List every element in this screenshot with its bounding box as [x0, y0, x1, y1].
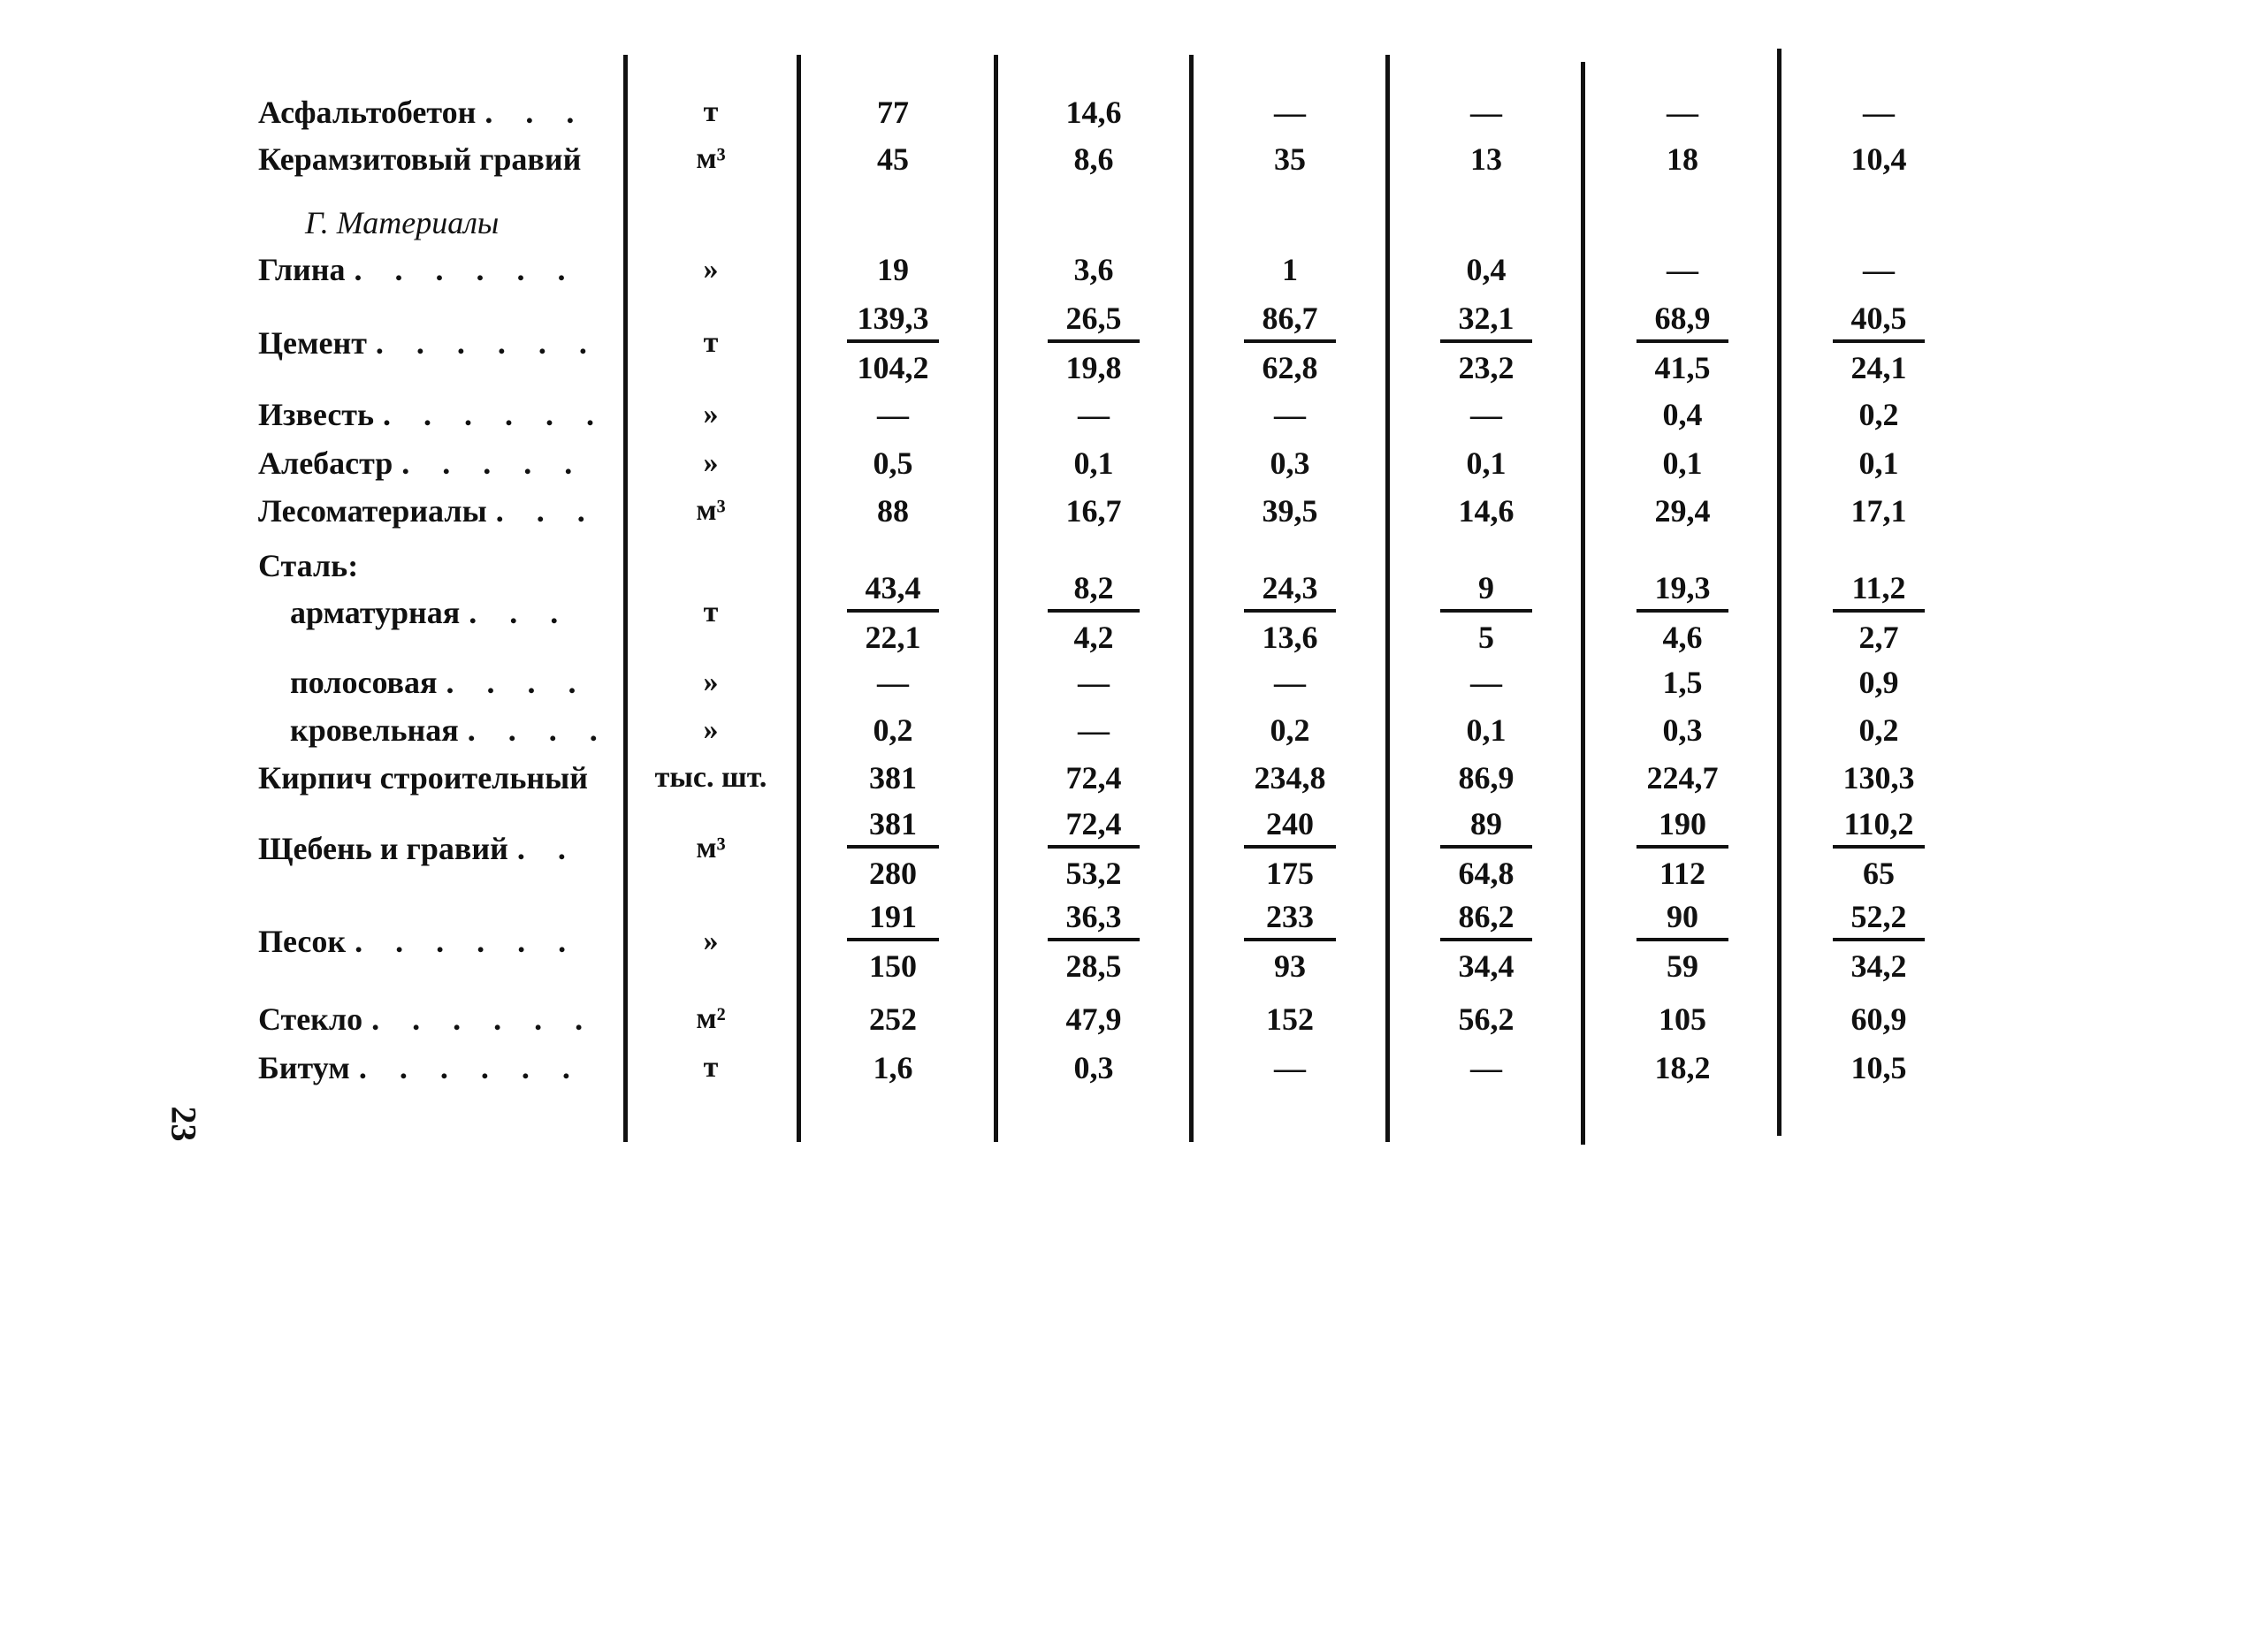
- unit-cell: т: [703, 95, 719, 128]
- row-label: [290, 593, 570, 632]
- value-cell: 0,1: [1073, 445, 1114, 481]
- value-cell: 105: [1659, 1001, 1706, 1037]
- fraction-cell: [809, 897, 977, 986]
- leader-dots: . .: [516, 831, 578, 866]
- value-cell: —: [1274, 1050, 1306, 1085]
- value-cell: 234,8: [1254, 760, 1326, 796]
- unit-cell: »: [703, 398, 719, 430]
- fraction-numerator: 40,5: [1833, 299, 1925, 343]
- column-divider: [994, 55, 998, 1142]
- fraction-numerator: 9: [1440, 568, 1532, 613]
- fraction-denominator: 19,8: [1065, 350, 1122, 385]
- value-cell: —: [1667, 252, 1698, 287]
- fraction-numerator: 110,2: [1833, 804, 1925, 849]
- value-cell: 1: [1282, 252, 1298, 287]
- value-cell: 18,2: [1654, 1050, 1711, 1085]
- unit-cell: »: [703, 446, 719, 479]
- fraction-denominator: 28,5: [1065, 948, 1122, 984]
- fraction-denominator: 175: [1266, 856, 1314, 891]
- value-cell: 1,6: [873, 1050, 913, 1085]
- row-label-text: Щебень и гравий: [258, 831, 508, 866]
- row-label-text: полосовая: [290, 665, 438, 700]
- row-label-text: Битум: [258, 1050, 350, 1085]
- fraction-numerator: 90: [1636, 897, 1728, 941]
- leader-dots: . . . . . .: [355, 924, 579, 959]
- row-label: [290, 711, 610, 750]
- fraction-numerator: 89: [1440, 804, 1532, 849]
- fraction-cell: [1206, 897, 1374, 986]
- value-cell: —: [1078, 397, 1110, 432]
- value-cell: —: [1078, 712, 1110, 748]
- value-cell: 18: [1667, 141, 1698, 177]
- page-number: 23: [164, 1106, 204, 1142]
- unit-cell: »: [703, 666, 719, 698]
- value-cell: 0,4: [1662, 397, 1703, 432]
- fraction-cell: [1010, 568, 1178, 657]
- value-cell: 0,2: [1270, 712, 1310, 748]
- column-divider: [1581, 62, 1585, 1145]
- value-cell: —: [1078, 665, 1110, 700]
- value-cell: 60,9: [1850, 1001, 1907, 1037]
- fraction-denominator: 5: [1478, 620, 1494, 655]
- value-cell: 10,4: [1850, 141, 1907, 177]
- row-label-text: Цемент: [258, 325, 367, 361]
- value-cell: 39,5: [1262, 493, 1318, 529]
- fraction-cell: [1795, 897, 1963, 986]
- value-cell: —: [1470, 665, 1502, 700]
- fraction-cell: [1010, 299, 1178, 387]
- value-cell: 224,7: [1646, 760, 1719, 796]
- row-label-text: кровельная: [290, 712, 459, 748]
- fraction-denominator: 65: [1863, 856, 1895, 891]
- column-divider: [1385, 55, 1390, 1142]
- unit-cell: м³: [696, 832, 726, 864]
- fraction-numerator: 43,4: [847, 568, 939, 613]
- row-label-text: Керамзитовый гравий: [258, 141, 582, 177]
- value-cell: —: [1274, 665, 1306, 700]
- leader-dots: . . . . . .: [375, 325, 599, 361]
- row-label-text: Сталь:: [258, 548, 359, 583]
- row-label: [290, 663, 588, 702]
- value-cell: —: [1470, 397, 1502, 432]
- row-label: [258, 395, 607, 434]
- value-cell: 14,6: [1065, 95, 1122, 130]
- unit-cell: м³: [696, 142, 726, 175]
- leader-dots: . . . .: [467, 712, 610, 748]
- value-cell: 381: [869, 760, 917, 796]
- value-cell: 45: [877, 141, 909, 177]
- value-cell: —: [1863, 252, 1895, 287]
- fraction-numerator: 190: [1636, 804, 1728, 849]
- row-label: [258, 829, 578, 868]
- value-cell: 72,4: [1065, 760, 1122, 796]
- row-label: [258, 546, 358, 585]
- fraction-numerator: 26,5: [1048, 299, 1140, 343]
- row-label: [258, 250, 578, 289]
- leader-dots: . . . . . .: [383, 397, 607, 432]
- unit-cell: тыс. шт.: [654, 761, 767, 794]
- column-divider: [1189, 55, 1194, 1142]
- row-label-text: Известь: [258, 397, 375, 432]
- row-label-text: Лесоматериалы: [258, 493, 487, 529]
- row-label-text: Песок: [258, 924, 347, 959]
- unit-cell: м²: [696, 1002, 726, 1035]
- leader-dots: . . .: [484, 95, 587, 130]
- value-cell: —: [877, 397, 909, 432]
- value-cell: 152: [1266, 1001, 1314, 1037]
- section-heading: Г. Материалы: [305, 205, 500, 240]
- fraction-denominator: 280: [869, 856, 917, 891]
- unit-cell: м³: [696, 494, 726, 527]
- fraction-denominator: 150: [869, 948, 917, 984]
- value-cell: 0,2: [1858, 397, 1899, 432]
- unit-cell: т: [703, 326, 719, 359]
- value-cell: —: [1470, 95, 1502, 130]
- row-label: [258, 324, 599, 362]
- fraction-denominator: 112: [1659, 856, 1705, 891]
- fraction-numerator: 72,4: [1048, 804, 1140, 849]
- leader-dots: . . .: [495, 493, 598, 529]
- fraction-cell: [1598, 804, 1766, 893]
- value-cell: 0,1: [1858, 445, 1899, 481]
- value-cell: —: [1667, 95, 1698, 130]
- fraction-numerator: 68,9: [1636, 299, 1728, 343]
- fraction-denominator: 59: [1667, 948, 1698, 984]
- fraction-cell: [809, 299, 977, 387]
- fraction-numerator: 32,1: [1440, 299, 1532, 343]
- row-label-text: Стекло: [258, 1001, 363, 1037]
- fraction-cell: [1206, 299, 1374, 387]
- value-cell: 0,3: [1073, 1050, 1114, 1085]
- value-cell: 1,5: [1662, 665, 1703, 700]
- row-label: [258, 1048, 583, 1087]
- fraction-denominator: 24,1: [1850, 350, 1907, 385]
- fraction-cell: [1402, 568, 1570, 657]
- fraction-numerator: 52,2: [1833, 897, 1925, 941]
- value-cell: 0,1: [1662, 445, 1703, 481]
- fraction-cell: [1010, 804, 1178, 893]
- value-cell: —: [1863, 95, 1895, 130]
- value-cell: 13: [1470, 141, 1502, 177]
- fraction-numerator: 240: [1244, 804, 1336, 849]
- row-label-text: Алебастр: [258, 445, 393, 481]
- fraction-cell: [1206, 568, 1374, 657]
- value-cell: 19: [877, 252, 909, 287]
- fraction-cell: [1598, 568, 1766, 657]
- fraction-cell: [1795, 804, 1963, 893]
- fraction-cell: [1402, 299, 1570, 387]
- value-cell: 35: [1274, 141, 1306, 177]
- value-cell: 88: [877, 493, 909, 529]
- value-cell: 47,9: [1065, 1001, 1122, 1037]
- row-label-text: Глина: [258, 252, 346, 287]
- fraction-denominator: 2,7: [1858, 620, 1899, 655]
- value-cell: —: [877, 665, 909, 700]
- fraction-numerator: 381: [847, 804, 939, 849]
- unit-cell: т: [703, 596, 719, 628]
- value-cell: 10,5: [1850, 1050, 1907, 1085]
- fraction-denominator: 34,4: [1458, 948, 1514, 984]
- value-cell: 0,4: [1466, 252, 1507, 287]
- fraction-denominator: 22,1: [865, 620, 921, 655]
- fraction-denominator: 4,6: [1662, 620, 1703, 655]
- fraction-cell: [1206, 804, 1374, 893]
- leader-dots: . . . .: [446, 665, 589, 700]
- unit-cell: »: [703, 925, 719, 957]
- leader-dots: . . . . . .: [371, 1001, 596, 1037]
- fraction-numerator: 233: [1244, 897, 1336, 941]
- row-label: [258, 758, 588, 797]
- fraction-numerator: 36,3: [1048, 897, 1140, 941]
- value-cell: 16,7: [1065, 493, 1122, 529]
- fraction-denominator: 93: [1274, 948, 1306, 984]
- row-label: [258, 922, 578, 961]
- column-divider: [1777, 49, 1781, 1136]
- value-cell: 29,4: [1654, 493, 1711, 529]
- value-cell: 0,3: [1662, 712, 1703, 748]
- fraction-numerator: 19,3: [1636, 568, 1728, 613]
- fraction-denominator: 13,6: [1262, 620, 1318, 655]
- fraction-numerator: 24,3: [1244, 568, 1336, 613]
- row-label: [258, 444, 584, 483]
- value-cell: 14,6: [1458, 493, 1514, 529]
- row-label: [258, 140, 581, 179]
- value-cell: —: [1274, 95, 1306, 130]
- value-cell: 3,6: [1073, 252, 1114, 287]
- fraction-denominator: 62,8: [1262, 350, 1318, 385]
- leader-dots: . . .: [469, 595, 571, 630]
- unit-cell: »: [703, 713, 719, 746]
- row-label: [258, 1000, 595, 1039]
- fraction-numerator: 191: [847, 897, 939, 941]
- value-cell: 77: [877, 95, 909, 130]
- row-label: [258, 491, 598, 530]
- leader-dots: . . . . . .: [354, 252, 578, 287]
- fraction-numerator: 86,7: [1244, 299, 1336, 343]
- fraction-cell: [1598, 897, 1766, 986]
- fraction-numerator: 86,2: [1440, 897, 1532, 941]
- fraction-numerator: 11,2: [1833, 568, 1925, 613]
- value-cell: 56,2: [1458, 1001, 1514, 1037]
- value-cell: 17,1: [1850, 493, 1907, 529]
- fraction-cell: [1010, 897, 1178, 986]
- fraction-cell: [809, 804, 977, 893]
- value-cell: —: [1274, 397, 1306, 432]
- row-label-text: Асфальтобетон: [258, 95, 477, 130]
- fraction-cell: [1795, 568, 1963, 657]
- value-cell: 130,3: [1842, 760, 1915, 796]
- unit-cell: т: [703, 1051, 719, 1084]
- fraction-denominator: 53,2: [1065, 856, 1122, 891]
- row-label: [258, 93, 586, 132]
- value-cell: 252: [869, 1001, 917, 1037]
- value-cell: —: [1470, 1050, 1502, 1085]
- fraction-denominator: 34,2: [1850, 948, 1907, 984]
- fraction-denominator: 23,2: [1458, 350, 1514, 385]
- value-cell: 0,5: [873, 445, 913, 481]
- fraction-cell: [1402, 804, 1570, 893]
- value-cell: 8,6: [1073, 141, 1114, 177]
- fraction-cell: [1402, 897, 1570, 986]
- fraction-cell: [1795, 299, 1963, 387]
- row-label-text: арматурная: [290, 595, 461, 630]
- value-cell: 0,3: [1270, 445, 1310, 481]
- value-cell: 0,1: [1466, 712, 1507, 748]
- leader-dots: . . . . .: [401, 445, 585, 481]
- value-cell: 86,9: [1458, 760, 1514, 796]
- value-cell: 0,1: [1466, 445, 1507, 481]
- row-label-text: Кирпич строительный: [258, 760, 589, 796]
- fraction-cell: [809, 568, 977, 657]
- fraction-numerator: 139,3: [847, 299, 939, 343]
- value-cell: 0,2: [1858, 712, 1899, 748]
- unit-cell: »: [703, 253, 719, 285]
- fraction-denominator: 4,2: [1073, 620, 1114, 655]
- fraction-denominator: 64,8: [1458, 856, 1514, 891]
- value-cell: 0,2: [873, 712, 913, 748]
- fraction-cell: [1598, 299, 1766, 387]
- fraction-denominator: 104,2: [857, 350, 929, 385]
- fraction-numerator: 8,2: [1048, 568, 1140, 613]
- value-cell: 0,9: [1858, 665, 1899, 700]
- leader-dots: . . . . . .: [358, 1050, 583, 1085]
- fraction-denominator: 41,5: [1654, 350, 1711, 385]
